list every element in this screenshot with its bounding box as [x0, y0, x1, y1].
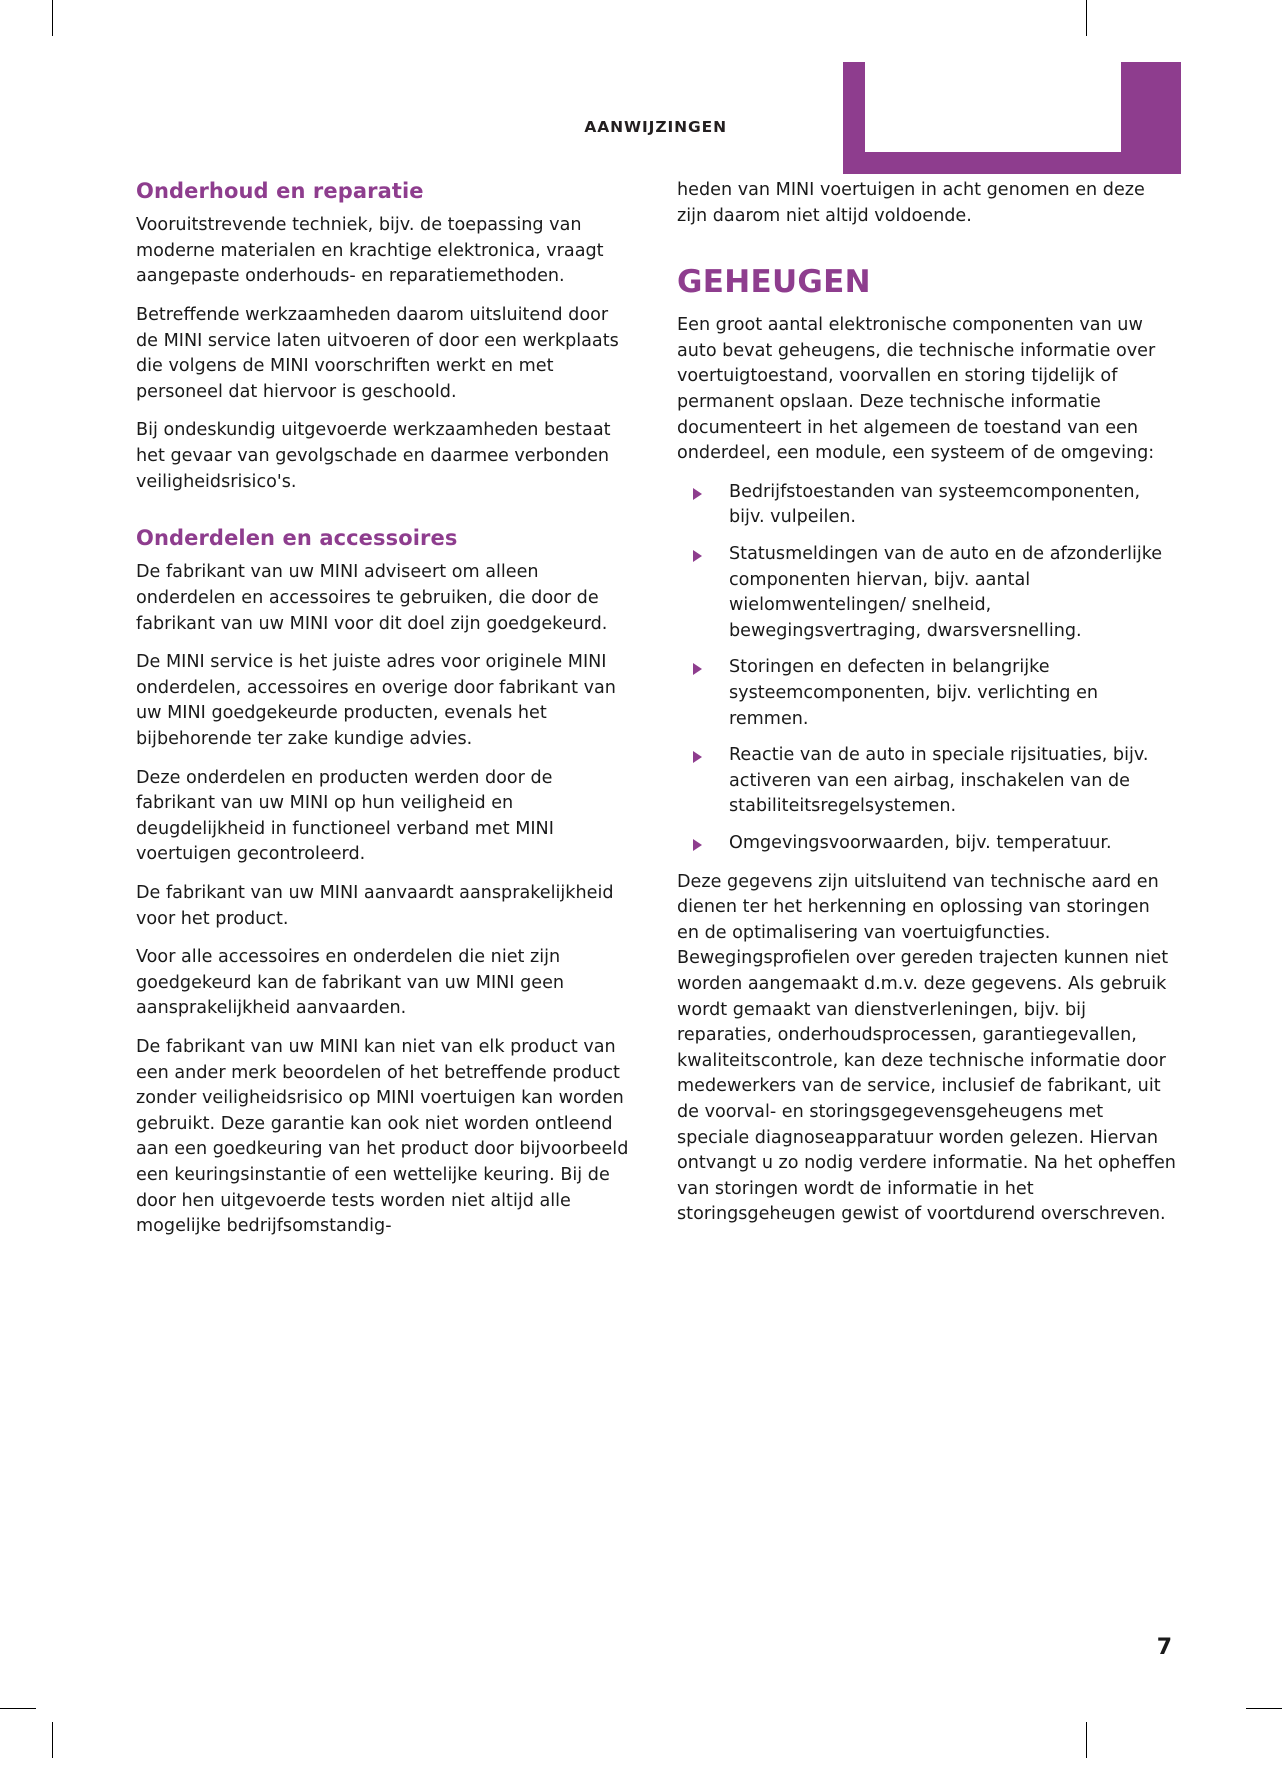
crop-mark-bottom-left — [52, 1722, 53, 1758]
list-item-label: Storingen en defecten in belangrijke systeemcomponenten, bijv. verlichting en remmen. — [729, 657, 1099, 729]
page-content — [136, 178, 1176, 1253]
header-bracket-inner — [865, 62, 1121, 152]
header-bracket-graphic — [843, 62, 1181, 174]
section-title-onderdelen: Onderdelen en accessoires — [136, 526, 458, 551]
triangle-bullet-icon — [693, 488, 702, 500]
crop-mark-bottom-right — [1086, 1722, 1087, 1758]
paragraph: Een groot aantal elektronische componenten van uw auto bevat geheugens, die technische informatie over voertuigtoestand, voorvallen en storing tijdelijk of permanent opslaan. Deze technische informatie documenteert in het algemeen de toestand van een onderdeel, een module, een systeem of de omgeving: — [677, 315, 1156, 464]
list-item — [677, 743, 1176, 820]
header-section-label: AANWIJZINGEN — [584, 118, 727, 136]
list-item-label: Statusmeldingen van de auto en de afzonderlijke componenten hiervan, bijv. aantal wielomwentelingen/ snelheid, bewegingsvertraging, dwarsversnelling. — [729, 544, 1163, 641]
crop-mark-left-edge — [0, 1708, 36, 1709]
right-column — [677, 178, 1176, 1253]
triangle-bullet-icon — [693, 751, 702, 763]
paragraph: Deze gegevens zijn uitsluitend van technische aard en dienen ter het herkenning en oplossing van storingen en de optimalisering van voertuigfuncties. Bewegingsprofielen over gereden trajecten kunnen niet worden aangemaakt d.m.v. deze gegevens. Als gebruik wordt gemaakt van dienstverleningen, bijv. bij reparaties, onderhoudsprocessen, garantiegevallen, kwaliteitscontrole, kan deze technische informatie door medewerkers van de service, inclusief de fabrikant, uit de voorval- en storingsgegevensgeheugens met speciale diagnoseapparatuur worden gelezen. Hiervan ontvangt u zo nodig verdere informatie. Na het opheffen van storingen wordt de informatie in het storingsgeheugen gewist of voortdurend overschreven. — [677, 871, 1176, 1225]
triangle-bullet-icon — [693, 839, 702, 851]
paragraph: Voor alle accessoires en onderdelen die niet zijn goedgekeurd kan de fabrikant van uw MINI geen aansprakelijkheid aanvaarden. — [136, 947, 565, 1019]
crop-mark-right-edge — [1246, 1708, 1282, 1709]
triangle-bullet-icon — [693, 550, 702, 562]
paragraph: De fabrikant van uw MINI kan niet van elk product van een ander merk beoordelen of het betreffende product zonder veiligheidsrisico op MINI voertuigen kan worden gebruikt. Deze garantie kan ook niet worden ontleend aan een goedkeuring van het product door bijvoorbeeld een keuringsinstantie of een wettelijke keuring. Bij de door hen uitgevoerde tests worden niet altijd alle mogelijke bedrijfsomstandig- — [136, 1036, 629, 1237]
list-item — [677, 480, 1176, 531]
paragraph: Vooruitstrevende techniek, bijv. de toepassing van moderne materialen en krachtige elektronica, vraagt aangepaste onderhouds- en reparatiemethoden. — [136, 215, 604, 287]
triangle-bullet-icon — [693, 663, 702, 675]
paragraph: De fabrikant van uw MINI aanvaardt aansprakelijkheid voor het product. — [136, 882, 614, 929]
bullet-list — [677, 480, 1176, 857]
list-item-label: Bedrijfstoestanden van systeemcomponenten, bijv. vulpeilen. — [729, 481, 1141, 528]
list-item — [677, 542, 1176, 644]
list-item — [677, 831, 1176, 857]
chapter-title-geheugen: GEHEUGEN — [677, 264, 871, 301]
paragraph: De fabrikant van uw MINI adviseert om alleen onderdelen en accessoires te gebruiken, die door de fabrikant van uw MINI voor dit doel zijn goedgekeurd. — [136, 562, 608, 634]
left-column — [136, 178, 635, 1253]
list-item-label: Omgevingsvoorwaarden, bijv. temperatuur. — [729, 832, 1112, 853]
list-item-label: Reactie van de auto in speciale rijsituaties, bijv. activeren van een airbag, inschakelen van de stabiliteitsregelsystemen. — [729, 745, 1149, 817]
paragraph: De MINI service is het juiste adres voor originele MINI onderdelen, accessoires en overige door fabrikant van uw MINI goedgekeurde producten, evenals het bijbehorende ter zake kundige advies. — [136, 652, 616, 749]
list-item — [677, 655, 1176, 732]
page-header — [0, 30, 1282, 140]
paragraph: Betreffende werkzaamheden daarom uitsluitend door de MINI service laten uitvoeren of door een werkplaats die volgens de MINI voorschriften werkt en met personeel dat hiervoor is geschoold. — [136, 305, 619, 402]
paragraph: Bij ondeskundig uitgevoerde werkzaamheden bestaat het gevaar van gevolgschade en daarmee verbonden veiligheidsrisico's. — [136, 420, 611, 492]
paragraph: Deze onderdelen en producten werden door de fabrikant van uw MINI op hun veiligheid en deugdelijkheid in functioneel verband met MINI voertuigen gecontroleerd. — [136, 767, 554, 865]
paragraph-continuation: heden van MINI voertuigen in acht genomen en deze zijn daarom niet altijd voldoende. — [677, 180, 1145, 226]
page-number: 7 — [1156, 1635, 1172, 1660]
section-title-onderhoud: Onderhoud en reparatie — [136, 179, 424, 203]
